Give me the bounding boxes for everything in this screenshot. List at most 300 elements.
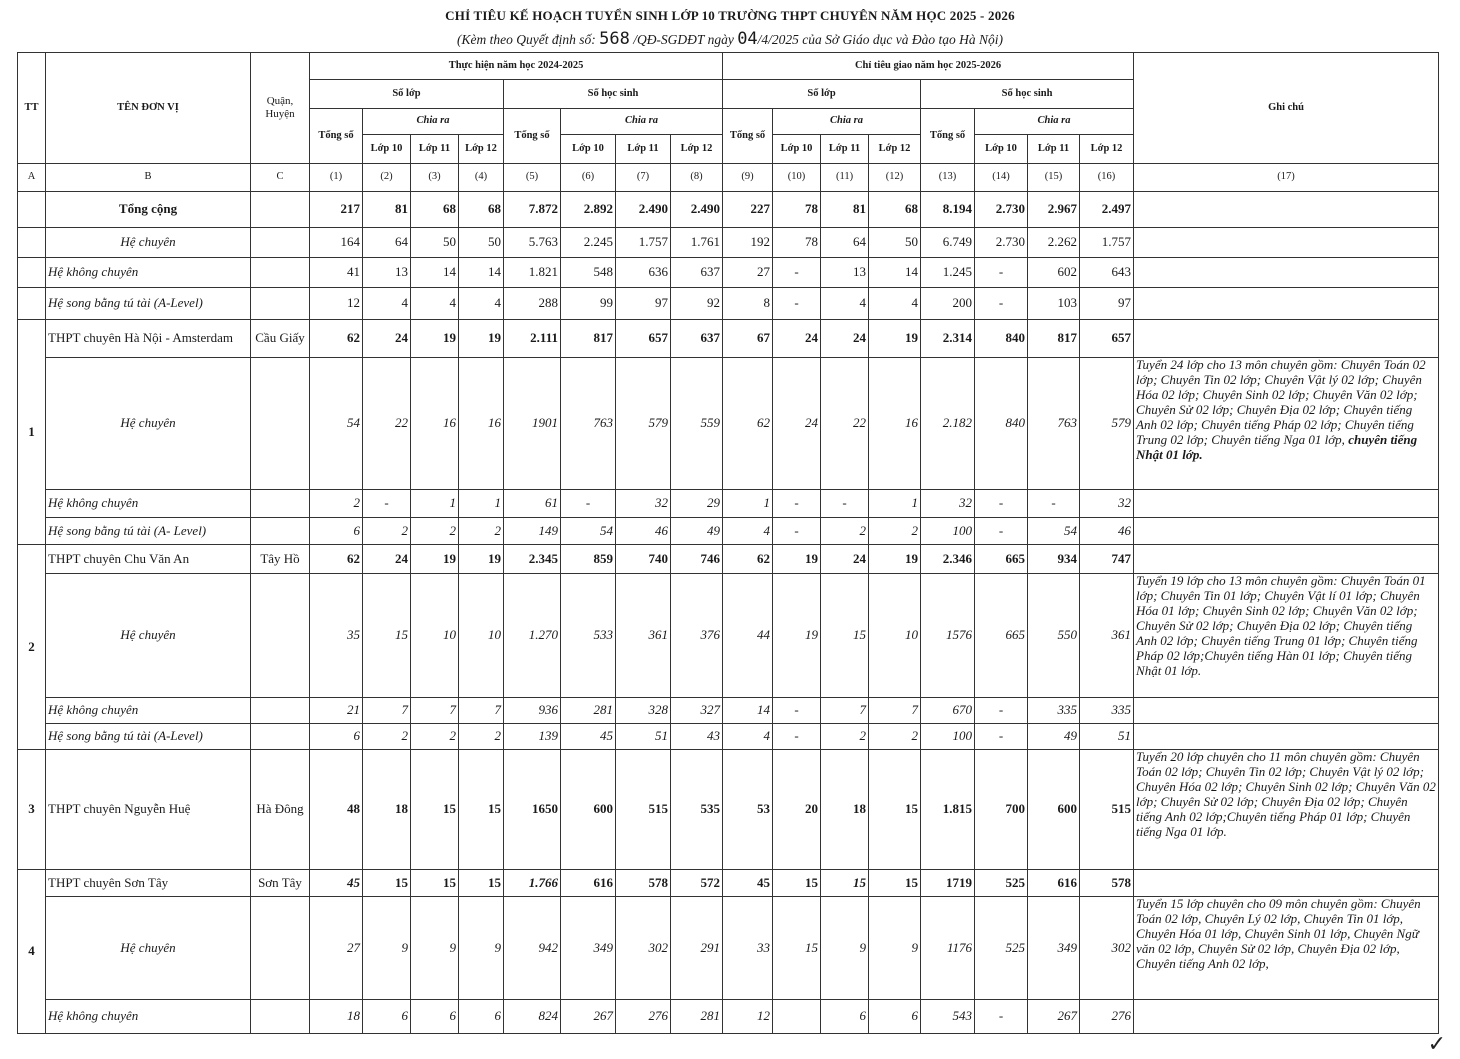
value-cell: 747 [1080,545,1134,574]
value-cell: 100 [921,518,975,545]
table-row [18,228,1439,258]
value-cell: 267 [1028,1000,1080,1034]
value-cell: 4 [869,288,921,320]
table-row [18,574,1439,698]
value-cell: 27 [310,897,363,1000]
table-row [18,258,1439,288]
value-cell: 32 [1080,490,1134,518]
value-cell: 9 [459,897,504,1000]
value-cell: 2.346 [921,545,975,574]
value-cell: - [975,724,1028,750]
value-cell: 657 [616,320,671,358]
value-cell: 817 [561,320,616,358]
value-cell: - [773,518,821,545]
value-cell: 15 [363,574,411,698]
value-cell: 46 [616,518,671,545]
note-cell [1134,320,1439,358]
value-cell: - [975,288,1028,320]
value-cell: 328 [616,698,671,724]
header-grade-11: Lớp 11 [411,135,459,164]
value-cell: 27 [723,258,773,288]
value-cell: - [975,518,1028,545]
value-cell: 4 [723,518,773,545]
value-cell: 4 [411,288,459,320]
value-cell: 7.872 [504,192,561,228]
value-cell: 15 [411,870,459,897]
value-cell: 19 [411,545,459,574]
value-cell: 81 [821,192,869,228]
value-cell: 15 [869,870,921,897]
value-cell: 24 [821,545,869,574]
value-cell: 16 [411,358,459,490]
value-cell: 48 [310,750,363,870]
value-cell: 2.314 [921,320,975,358]
column-letter: (4) [459,164,504,192]
district-cell [251,288,310,320]
value-cell: 78 [773,192,821,228]
header-classes: Số lớp [723,80,921,109]
value-cell: 2.490 [671,192,723,228]
value-cell: 54 [310,358,363,490]
tt-cell [18,192,46,228]
value-cell: 578 [1080,870,1134,897]
column-letter: B [46,164,251,192]
decision-number: 568 [599,29,630,49]
table-row [18,358,1439,490]
value-cell: 2 [869,724,921,750]
value-cell: 78 [773,228,821,258]
district-cell: Cầu Giấy [251,320,310,358]
value-cell: 35 [310,574,363,698]
column-letter: A [18,164,46,192]
table-row [18,288,1439,320]
note-cell [1134,724,1439,750]
tt-cell: 4 [18,870,46,1034]
value-cell: 327 [671,698,723,724]
value-cell: 533 [561,574,616,698]
table-row [18,724,1439,750]
value-cell: 288 [504,288,561,320]
column-letter: (2) [363,164,411,192]
value-cell: 335 [1028,698,1080,724]
district-cell [251,490,310,518]
note-cell [1134,358,1439,490]
district-cell [251,192,310,228]
value-cell: 7 [869,698,921,724]
value-cell: 1719 [921,870,975,897]
header-total: Tổng số [921,109,975,164]
value-cell: 10 [411,574,459,698]
value-cell: 16 [459,358,504,490]
header-grade-10: Lớp 10 [773,135,821,164]
row-name: Hệ không chuyên [46,1000,251,1034]
value-cell: 740 [616,545,671,574]
row-name: Tổng cộng [46,192,251,228]
value-cell: - [363,490,411,518]
note-cell [1134,574,1439,698]
table-row [18,897,1439,1000]
value-cell: 50 [869,228,921,258]
value-cell: 43 [671,724,723,750]
value-cell: 16 [869,358,921,490]
table-row [18,192,1439,228]
value-cell: - [561,490,616,518]
header-grade-11: Lớp 11 [1028,135,1080,164]
value-cell [773,1000,821,1034]
district-cell [251,698,310,724]
value-cell: 149 [504,518,561,545]
value-cell: 67 [723,320,773,358]
header-grade-12: Lớp 12 [459,135,504,164]
value-cell: 2 [310,490,363,518]
value-cell: 15 [411,750,459,870]
value-cell: 934 [1028,545,1080,574]
value-cell: - [821,490,869,518]
row-name: Hệ không chuyên [46,490,251,518]
table-row [18,320,1439,358]
tt-cell: 1 [18,320,46,545]
value-cell: - [1028,490,1080,518]
header-classes: Số lớp [310,80,504,109]
header-period-2025: Chỉ tiêu giao năm học 2025-2026 [723,53,1134,80]
column-letter: (15) [1028,164,1080,192]
value-cell: 670 [921,698,975,724]
value-cell: 7 [411,698,459,724]
value-cell: 6 [411,1000,459,1034]
header-grade-10: Lớp 10 [561,135,616,164]
note-cell [1134,545,1439,574]
value-cell: 636 [616,258,671,288]
value-cell: 7 [459,698,504,724]
value-cell: 68 [459,192,504,228]
district-cell [251,358,310,490]
value-cell: 2 [869,518,921,545]
value-cell: 29 [671,490,723,518]
value-cell: 2 [411,724,459,750]
value-cell: 15 [773,870,821,897]
tt-cell [18,228,46,258]
note-cell [1134,897,1439,1000]
tt-cell [18,288,46,320]
column-letter: (9) [723,164,773,192]
column-letter: (7) [616,164,671,192]
value-cell: 81 [363,192,411,228]
value-cell: 535 [671,750,723,870]
header-notes: Ghi chú [1134,53,1439,164]
value-cell: 376 [671,574,723,698]
value-cell: 192 [723,228,773,258]
value-cell: 515 [616,750,671,870]
value-cell: 14 [869,258,921,288]
school-name: THPT chuyên Nguyễn Huệ [46,750,251,870]
value-cell: 12 [310,288,363,320]
header-grade-12: Lớp 12 [1080,135,1134,164]
value-cell: 2.490 [616,192,671,228]
value-cell: 637 [671,258,723,288]
value-cell: 22 [821,358,869,490]
row-name: Hệ không chuyên [46,258,251,288]
value-cell: 942 [504,897,561,1000]
note-text: Tuyển 24 lớp cho 13 môn chuyên gồm: Chuyên Toán 02 lớp; Chuyên Tin 02 lớp; Chuyên Vật lý 02 lớp; Chuyên Hóa 02 lớp; Chuyên Sinh 02 lớp; Chuyên Văn 02 lớp; Chuyên Sử 02 lớp; Chuyên Địa 02 lớp; Chuyên tiếng Anh 02 lớp; Chuyên tiếng Pháp 02 lớp; Chuyên tiếng Trung 02 lớp; Chuyên tiếng Nga 01 lớp, [1136,357,1426,447]
value-cell: 2.730 [975,192,1028,228]
note-text: Tuyển 20 lớp chuyên cho 11 môn chuyên gồm: Chuyên Toán 02 lớp; Chuyên Tin 02 lớp; Chuyên Vật lý 02 lớp; Chuyên Hóa 02 lớp; Chuyên Sinh 02 lớp; Chuyên Văn 02 lớp; Chuyên Sử 02 lớp; Chuyên Địa 02 lớp; Chuyên tiếng Anh 02 lớp;Chuyên tiếng Pháp 01 lớp; Chuyên tiếng Nga 01 lớp. [1136,749,1436,839]
value-cell: 18 [821,750,869,870]
value-cell: 2.730 [975,228,1028,258]
district-cell [251,518,310,545]
value-cell: 2.262 [1028,228,1080,258]
note-cell [1134,750,1439,870]
value-cell: 6 [363,1000,411,1034]
value-cell: 62 [723,545,773,574]
value-cell: 14 [723,698,773,724]
value-cell: 19 [411,320,459,358]
value-cell: 1.757 [616,228,671,258]
value-cell: 1.815 [921,750,975,870]
subtitle-part-a: (Kèm theo Quyết định số: [457,32,600,47]
value-cell: 9 [411,897,459,1000]
value-cell: 62 [310,320,363,358]
value-cell: 24 [773,320,821,358]
table-row [18,750,1439,870]
value-cell: 1901 [504,358,561,490]
value-cell: 19 [869,545,921,574]
value-cell: 2 [459,518,504,545]
value-cell: 15 [773,897,821,1000]
value-cell: 2.345 [504,545,561,574]
value-cell: 61 [504,490,561,518]
value-cell: 12 [723,1000,773,1034]
value-cell: 616 [561,870,616,897]
value-cell: 139 [504,724,561,750]
value-cell: 22 [363,358,411,490]
value-cell: 578 [616,870,671,897]
value-cell: 50 [411,228,459,258]
column-letter: (3) [411,164,459,192]
table-row [18,490,1439,518]
tt-cell: 3 [18,750,46,870]
column-letter: (1) [310,164,363,192]
note-cell [1134,288,1439,320]
value-cell: 51 [616,724,671,750]
value-cell: - [773,698,821,724]
value-cell: 24 [363,320,411,358]
header-split: Chia ra [773,109,921,135]
district-cell: Sơn Tây [251,870,310,897]
district-cell [251,724,310,750]
value-cell: 49 [1028,724,1080,750]
value-cell: 41 [310,258,363,288]
column-letter: (14) [975,164,1028,192]
school-name: THPT chuyên Chu Văn An [46,545,251,574]
value-cell: - [975,698,1028,724]
header-grade-12: Lớp 12 [671,135,723,164]
value-cell: 19 [459,320,504,358]
value-cell: 19 [869,320,921,358]
value-cell: 53 [723,750,773,870]
note-cell [1134,1000,1439,1034]
header-split: Chia ra [363,109,504,135]
value-cell: 33 [723,897,773,1000]
value-cell: 45 [561,724,616,750]
value-cell: 600 [1028,750,1080,870]
value-cell: - [773,724,821,750]
value-cell: 1 [723,490,773,518]
value-cell: 6 [459,1000,504,1034]
value-cell: 665 [975,574,1028,698]
value-cell: 15 [459,870,504,897]
value-cell: 50 [459,228,504,258]
table-row [18,1000,1439,1034]
value-cell: 15 [869,750,921,870]
value-cell: 291 [671,897,723,1000]
value-cell: 936 [504,698,561,724]
value-cell: 1576 [921,574,975,698]
value-cell: 15 [363,870,411,897]
header-students: Số học sinh [504,80,723,109]
district-cell [251,574,310,698]
column-letter: (10) [773,164,821,192]
value-cell: 543 [921,1000,975,1034]
value-cell: 824 [504,1000,561,1034]
value-cell: 21 [310,698,363,724]
header-period-2024: Thực hiện năm học 2024-2025 [310,53,723,80]
value-cell: 15 [821,574,869,698]
value-cell: 15 [821,870,869,897]
value-cell: 19 [773,574,821,698]
value-cell: 13 [363,258,411,288]
value-cell: 267 [561,1000,616,1034]
column-letter: (11) [821,164,869,192]
column-letter: (12) [869,164,921,192]
tt-cell [18,258,46,288]
value-cell: 7 [821,698,869,724]
value-cell: 45 [723,870,773,897]
value-cell: 276 [1080,1000,1134,1034]
value-cell: 579 [1080,358,1134,490]
page-title: CHỈ TIÊU KẾ HOẠCH TUYỂN SINH LỚP 10 TRƯỜNG THPT CHUYÊN NĂM HỌC 2025 - 2026 [445,8,1015,23]
value-cell: 64 [363,228,411,258]
value-cell: 2 [411,518,459,545]
value-cell: 2 [363,724,411,750]
value-cell: 164 [310,228,363,258]
value-cell: 97 [616,288,671,320]
value-cell: 14 [459,258,504,288]
value-cell: 763 [561,358,616,490]
value-cell: 746 [671,545,723,574]
value-cell: 18 [310,1000,363,1034]
column-letter: (6) [561,164,616,192]
value-cell: 2.892 [561,192,616,228]
value-cell: 4 [363,288,411,320]
value-cell: 9 [821,897,869,1000]
checkmark-icon: ✓ [1427,1032,1446,1057]
value-cell: - [773,288,821,320]
note-cell [1134,870,1439,897]
value-cell: 24 [773,358,821,490]
district-cell: Tây Hồ [251,545,310,574]
row-name: Hệ không chuyên [46,698,251,724]
value-cell: 2.182 [921,358,975,490]
value-cell: 349 [561,897,616,1000]
value-cell: 100 [921,724,975,750]
value-cell: 8.194 [921,192,975,228]
value-cell: 6.749 [921,228,975,258]
value-cell: 24 [363,545,411,574]
value-cell: 281 [561,698,616,724]
table-row [18,518,1439,545]
header-grade-12: Lớp 12 [869,135,921,164]
value-cell: 763 [1028,358,1080,490]
value-cell: 9 [869,897,921,1000]
value-cell: 24 [821,320,869,358]
value-cell: 32 [616,490,671,518]
row-name: Hệ chuyên [46,897,251,1000]
value-cell: 6 [821,1000,869,1034]
value-cell: 637 [671,320,723,358]
value-cell: 572 [671,870,723,897]
note-cell [1134,228,1439,258]
value-cell: 227 [723,192,773,228]
value-cell: 15 [459,750,504,870]
value-cell: 92 [671,288,723,320]
value-cell: 200 [921,288,975,320]
value-cell: 1 [411,490,459,518]
value-cell: 840 [975,320,1028,358]
value-cell: 1650 [504,750,561,870]
value-cell: 10 [869,574,921,698]
header-grade-10: Lớp 10 [363,135,411,164]
district-cell: Hà Đông [251,750,310,870]
value-cell: 14 [411,258,459,288]
value-cell: 643 [1080,258,1134,288]
header-grade-11: Lớp 11 [821,135,869,164]
value-cell: 19 [773,545,821,574]
row-name: Hệ song bằng tú tài (A-Level) [46,724,251,750]
value-cell: 2.497 [1080,192,1134,228]
value-cell: 550 [1028,574,1080,698]
table-row [18,545,1439,574]
value-cell: 18 [363,750,411,870]
value-cell: 1.270 [504,574,561,698]
value-cell: 54 [1028,518,1080,545]
value-cell: 2 [821,724,869,750]
header-grade-11: Lớp 11 [616,135,671,164]
school-name: THPT chuyên Hà Nội - Amsterdam [46,320,251,358]
value-cell: 2 [459,724,504,750]
value-cell: - [773,490,821,518]
value-cell: 97 [1080,288,1134,320]
value-cell: 335 [1080,698,1134,724]
school-name: THPT chuyên Sơn Tây [46,870,251,897]
value-cell: 9 [363,897,411,1000]
note-cell [1134,490,1439,518]
value-cell: - [975,258,1028,288]
value-cell: 559 [671,358,723,490]
subtitle-part-c: /4/2025 của Sở Giáo dục và Đào tạo Hà Nội) [757,32,1003,47]
note-text: Tuyển 15 lớp chuyên cho 09 môn chuyên gồm: Chuyên Toán 02 lớp, Chuyên Lý 02 lớp, Chuyên Tin 01 lớp, Chuyên Hóa 01 lớp, Chuyên Sinh 01 lớp, Chuyên Ngữ văn 02 lớp, Chuyên Sử 02 lớp, Chuyên Địa 02 lớp, Chuyên tiếng Anh 02 lớp, [1136,896,1421,971]
value-cell: 44 [723,574,773,698]
value-cell: 32 [921,490,975,518]
value-cell: 1.757 [1080,228,1134,258]
header-unit: TÊN ĐƠN VỊ [46,53,251,164]
column-letter: (13) [921,164,975,192]
value-cell: 1.766 [504,870,561,897]
row-name: Hệ song bằng tú tài (A- Level) [46,518,251,545]
value-cell: 49 [671,518,723,545]
value-cell: 217 [310,192,363,228]
table-row [18,698,1439,724]
value-cell: 6 [869,1000,921,1034]
